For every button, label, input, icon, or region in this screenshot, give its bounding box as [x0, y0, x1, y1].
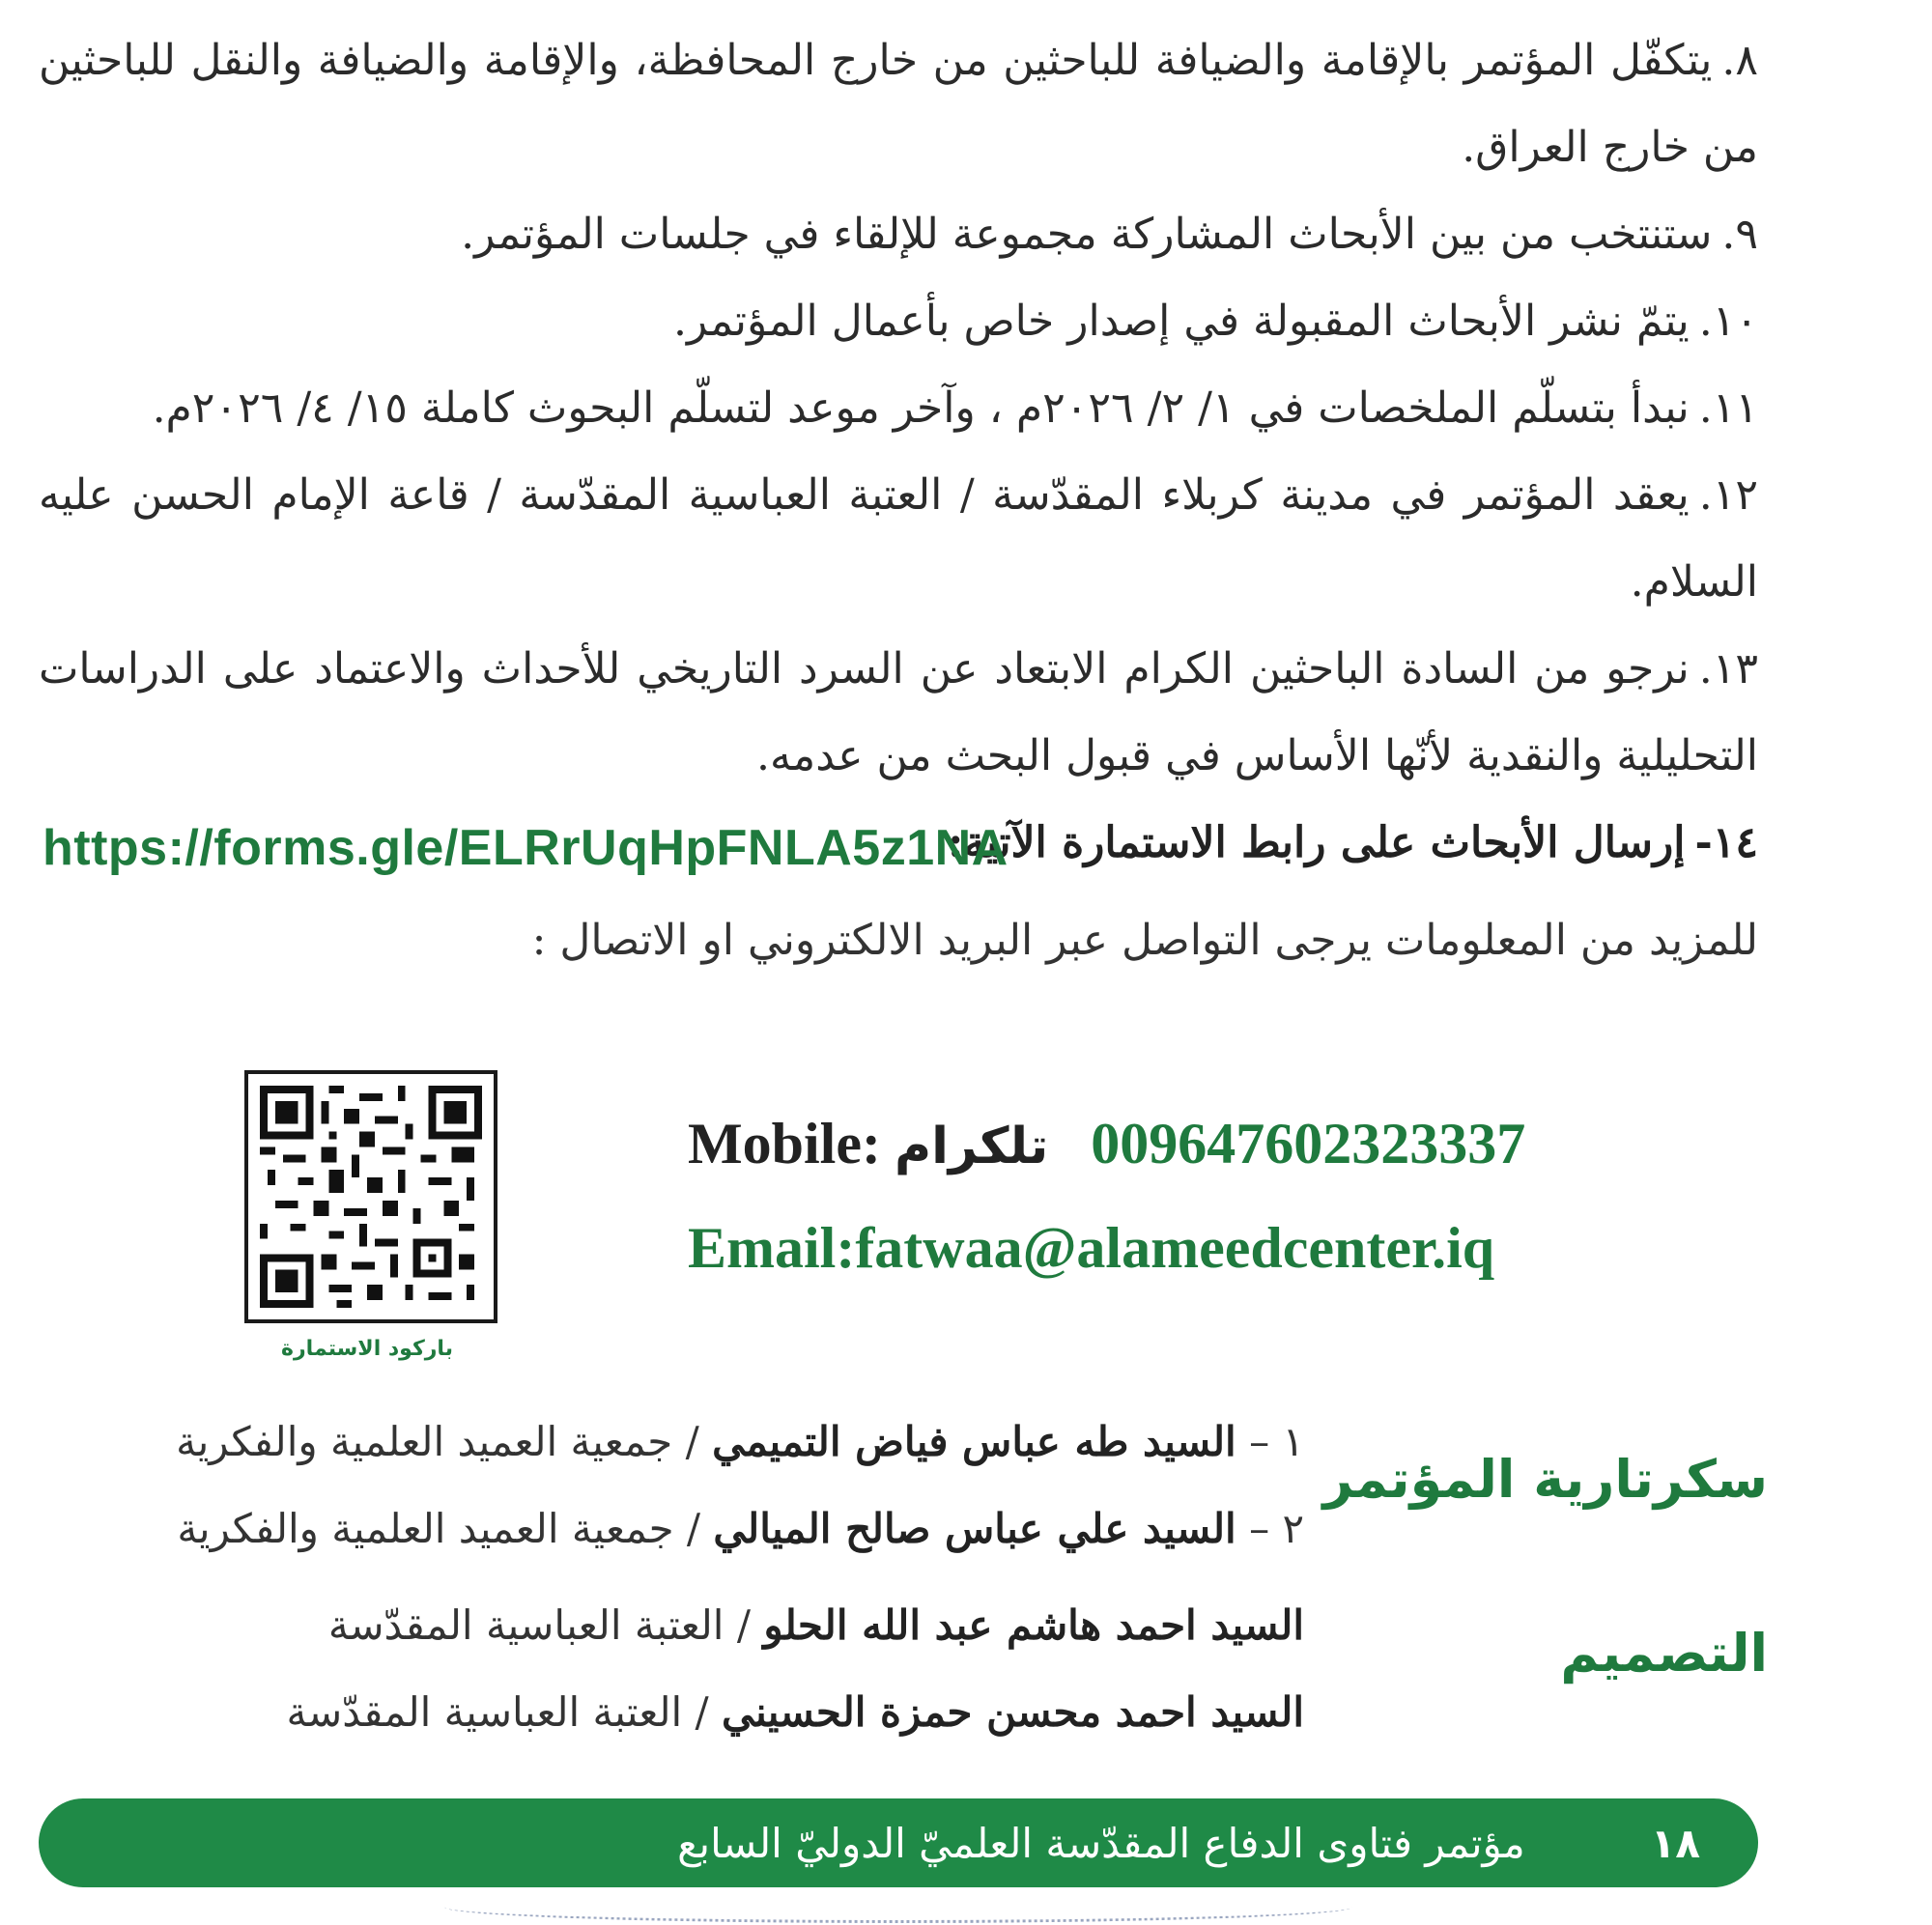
member-name: السيد احمد محسن حمزة الحسيني	[722, 1688, 1304, 1736]
member-number: ١ –	[1249, 1418, 1304, 1465]
rule-item-9: ٩.ستنتخب من بين الأبحاث المشاركة مجموعة للإلقاء في جلسات المؤتمر.	[461, 210, 1758, 259]
qr-caption: باركود الاستمارة	[281, 1337, 453, 1361]
member-affiliation: / العتبة العباسية المقدّسة	[327, 1601, 751, 1649]
rule-item-10: ١٠.يتمّ نشر الأبحاث المقبولة في إصدار خاص بأعمال المؤتمر.	[673, 297, 1758, 346]
mobile-contact	[688, 1111, 1525, 1177]
conference-rules-list	[39, 17, 1758, 887]
design-members	[287, 1582, 1304, 1756]
mobile-label: Mobile:	[688, 1112, 881, 1175]
member-name: السيد علي عباس صالح الميالي	[713, 1505, 1236, 1552]
footer-bar	[39, 1798, 1758, 1887]
form-link[interactable]: https://forms.gle/ELRrUqHpFNLA5z1NA	[43, 820, 1009, 876]
secretariat-members	[176, 1399, 1304, 1572]
rule-item-13: ١٣.نرجو من السادة الباحثين الكرام الابتعاد عن السرد التاريخي للأحداث والاعتماد على الدراسات التحليلية والنقدية لأنّها الأساس في قبول البحث من عدمه.	[39, 644, 1758, 780]
telegram-label: تلكرام	[894, 1118, 1049, 1175]
design-member	[287, 1582, 1304, 1669]
member-name: السيد احمد هاشم عبد الله الحلو	[763, 1601, 1304, 1649]
member-affiliation: / العتبة العباسية المقدّسة	[286, 1688, 709, 1736]
page-number: ١٨	[1650, 1819, 1700, 1867]
rule-item-8: ٨.يتكفّل المؤتمر بالإقامة والضيافة للباحثين من خارج المحافظة، والإقامة والضيافة والنقل للباحثين من خارج العراق.	[39, 36, 1758, 172]
mobile-number[interactable]: 009647602323337	[1091, 1112, 1526, 1175]
design-heading: التصميم	[1560, 1623, 1768, 1684]
qr-code-graphic	[260, 1086, 482, 1308]
design-member	[287, 1669, 1304, 1756]
member-affiliation: / جمعية العميد العلمية والفكرية	[176, 1418, 699, 1465]
contact-note: للمزيد من المعلومات يرجى التواصل عبر البريد الالكتروني او الاتصال :	[531, 916, 1758, 965]
qr-code-block	[237, 1070, 497, 1361]
footer-title: مؤتمر فتاوى الدفاع المقدّسة العلميّ الدوليّ السابع	[677, 1819, 1525, 1867]
rule-item-14: ١٤-إرسال الأبحاث على رابط الاستمارة الآتية:	[948, 818, 1758, 867]
rule-item-11: ١١.نبدأ بتسلّم الملخصات في ١/ ٢/ ٢٠٢٦م ، وآخر موعد لتسلّم البحوث كاملة ١٥/ ٤/ ٢٠٢٦م.	[152, 383, 1758, 433]
secretariat-heading: سكرتارية المؤتمر	[1322, 1449, 1768, 1510]
decorative-dotted-arc	[444, 1891, 1352, 1923]
member-number: ٢ –	[1249, 1505, 1304, 1552]
secretariat-member	[176, 1486, 1304, 1572]
secretariat-member	[176, 1399, 1304, 1486]
qr-code[interactable]	[244, 1070, 497, 1323]
rule-item-12: ١٢.يعقد المؤتمر في مدينة كربلاء المقدّسة / العتبة العباسية المقدّسة / قاعة الإمام الحسن عليه السلام.	[39, 470, 1758, 607]
member-affiliation: / جمعية العميد العلمية والفكرية	[177, 1505, 701, 1552]
member-name: السيد طه عباس فياض التميمي	[712, 1418, 1236, 1465]
email-contact[interactable]: Email:fatwaa@alameedcenter.iq	[688, 1216, 1495, 1280]
